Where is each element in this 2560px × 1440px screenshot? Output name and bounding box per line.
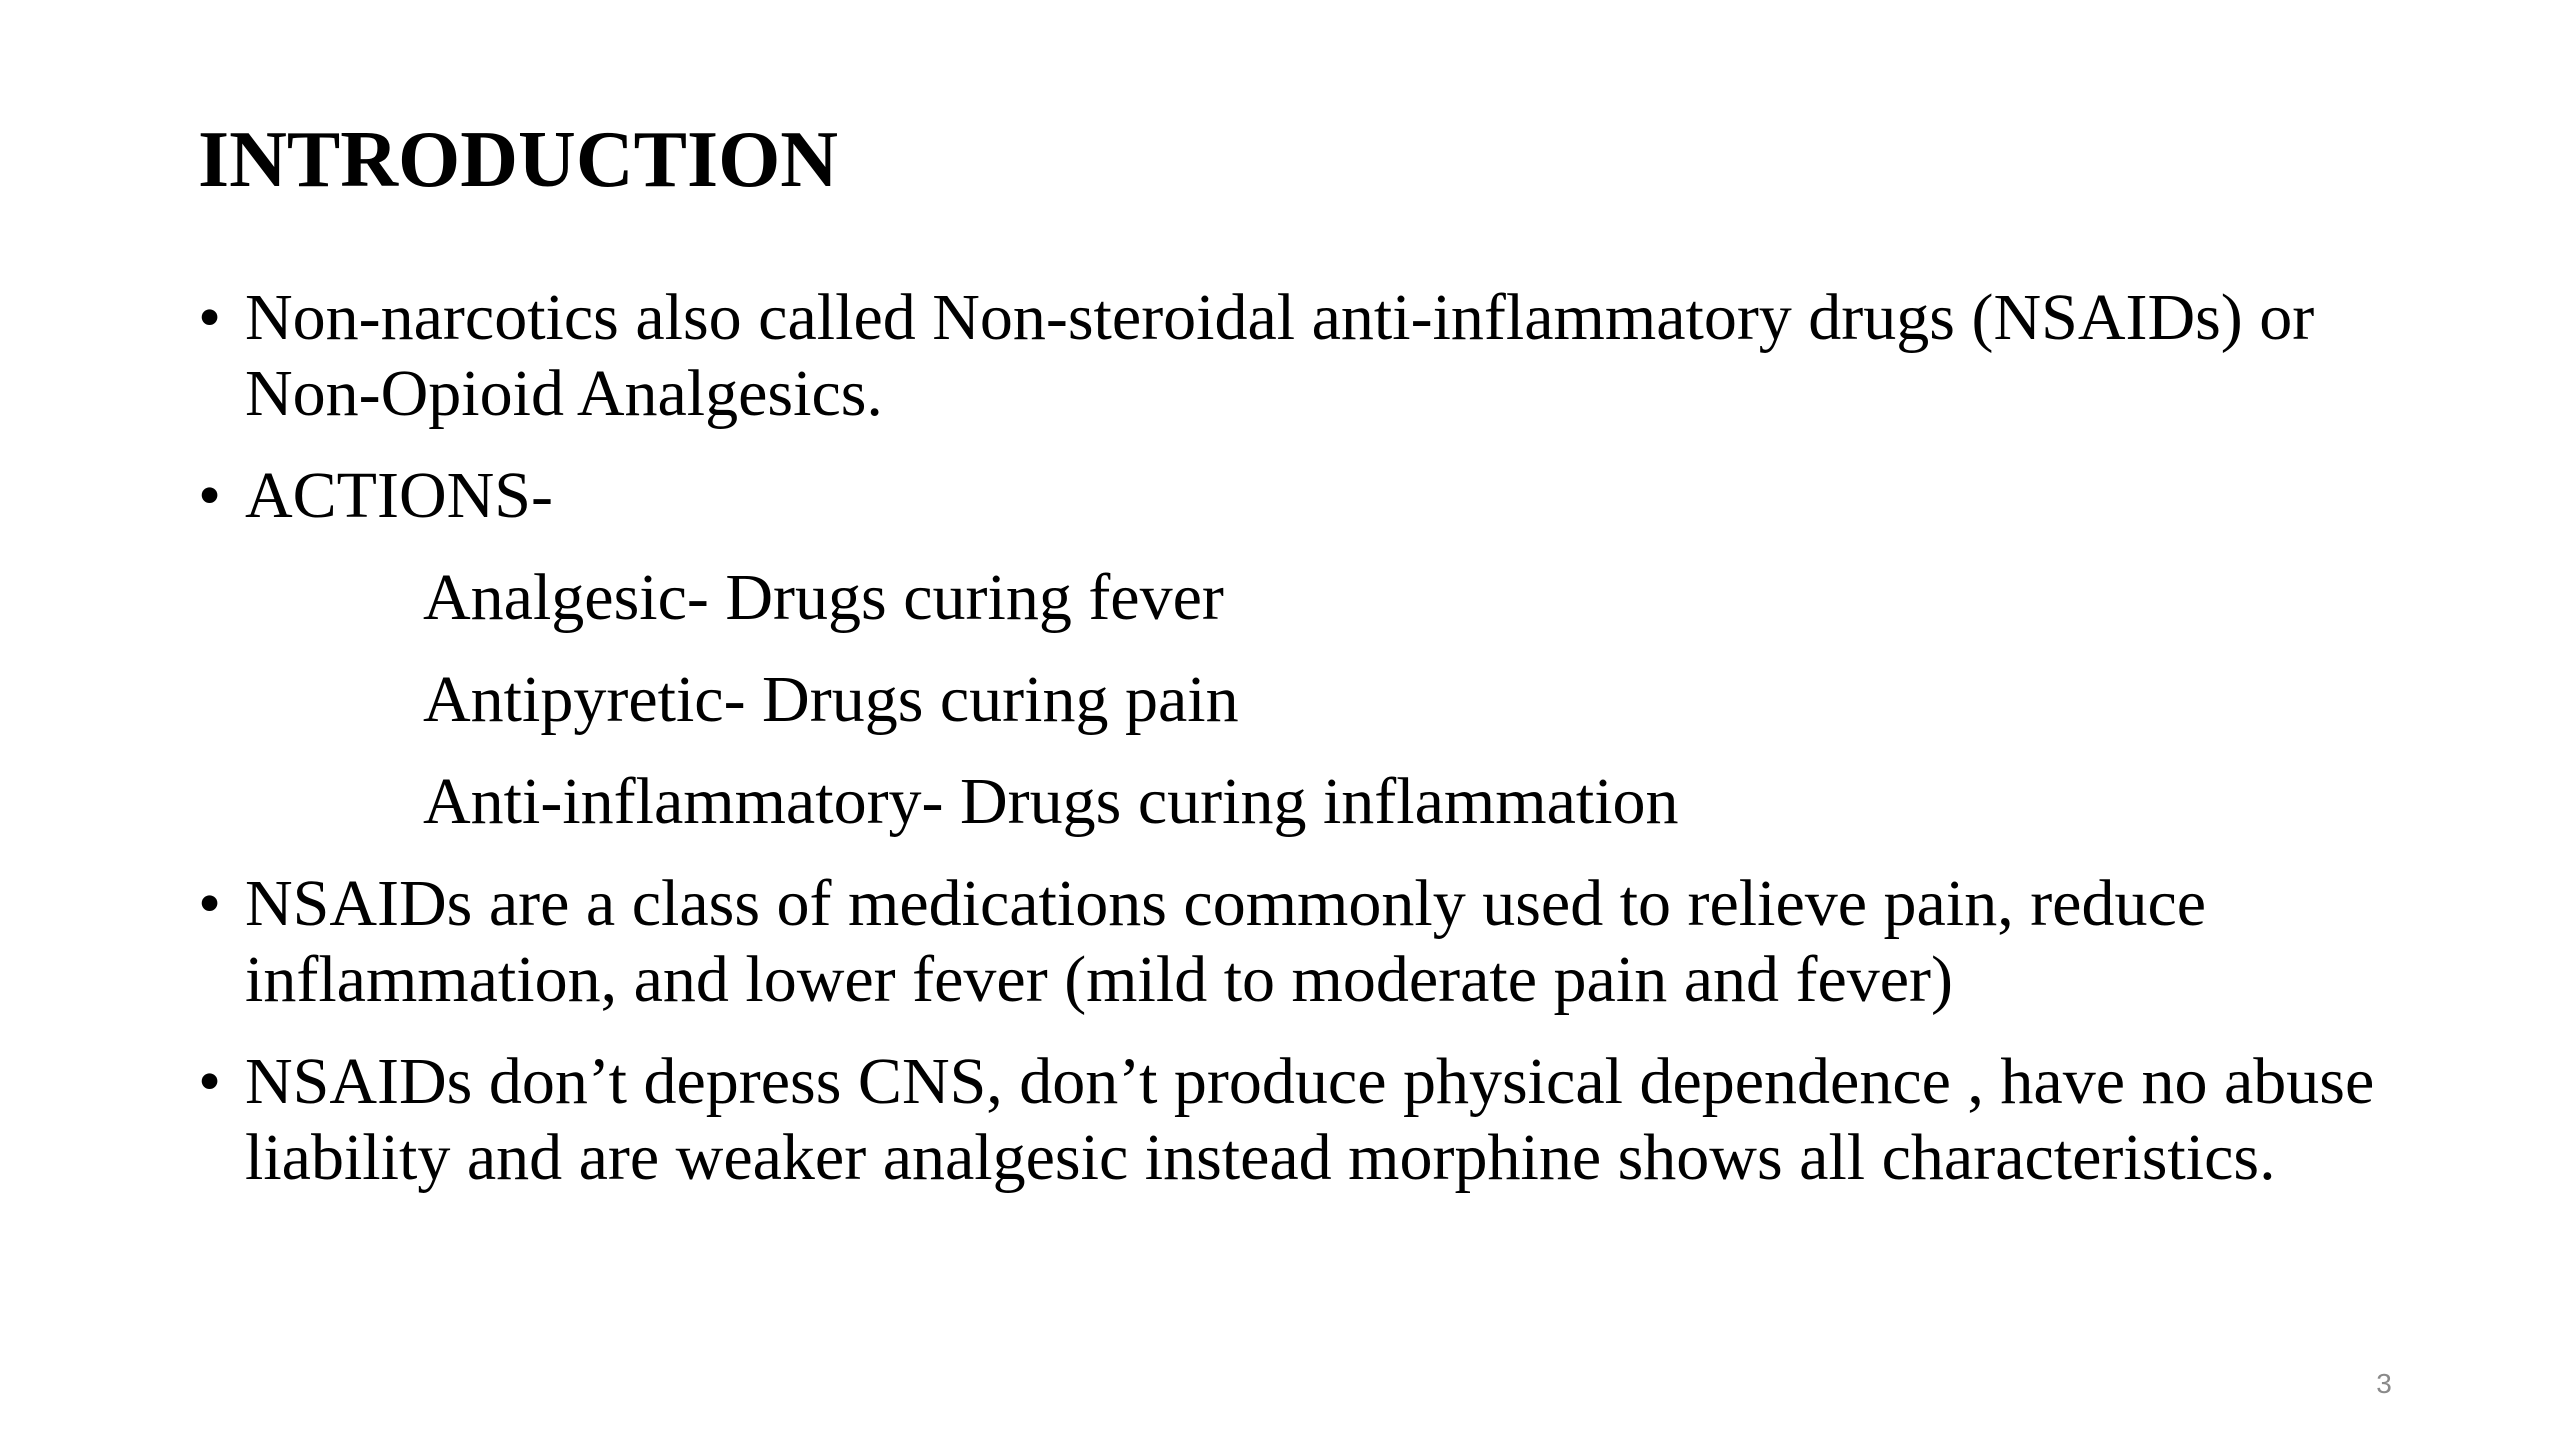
slide-title: INTRODUCTION	[198, 116, 839, 204]
bullet-text: NSAIDs don’t depress CNS, don’t produce physical dependence , have no abuse liability and are weaker analgesic instead morphine shows all characteristics.	[245, 1045, 2375, 1194]
sub-item-analgesic: Analgesic- Drugs curing fever	[423, 561, 1224, 634]
sub-item-anti-inflammatory: Anti-inflammatory- Drugs curing inflammation	[423, 765, 1679, 838]
bullet-point-icon: •	[198, 459, 222, 532]
bullet-text: Non-narcotics also called Non-steroidal anti-inflammatory drugs (NSAIDs) or Non-Opioid Analgesics.	[245, 281, 2315, 430]
slide-body	[198, 280, 2448, 1196]
bullet-text: NSAIDs are a class of medications commonly used to relieve pain, reduce inflammation, and lower fever (mild to moderate pain and fever)	[245, 867, 2207, 1016]
bullet-item	[198, 458, 2448, 534]
bullet-text: ACTIONS-	[245, 459, 553, 532]
bullet-point-icon: •	[198, 867, 222, 940]
bullet-point-icon: •	[198, 1045, 222, 1118]
bullet-item	[198, 1044, 2448, 1196]
sub-item-antipyretic: Antipyretic- Drugs curing pain	[423, 663, 1239, 736]
bullet-point-icon: •	[198, 281, 222, 354]
page-number: 3	[2376, 1368, 2392, 1399]
bullet-item	[198, 280, 2448, 432]
bullet-item	[198, 866, 2448, 1018]
